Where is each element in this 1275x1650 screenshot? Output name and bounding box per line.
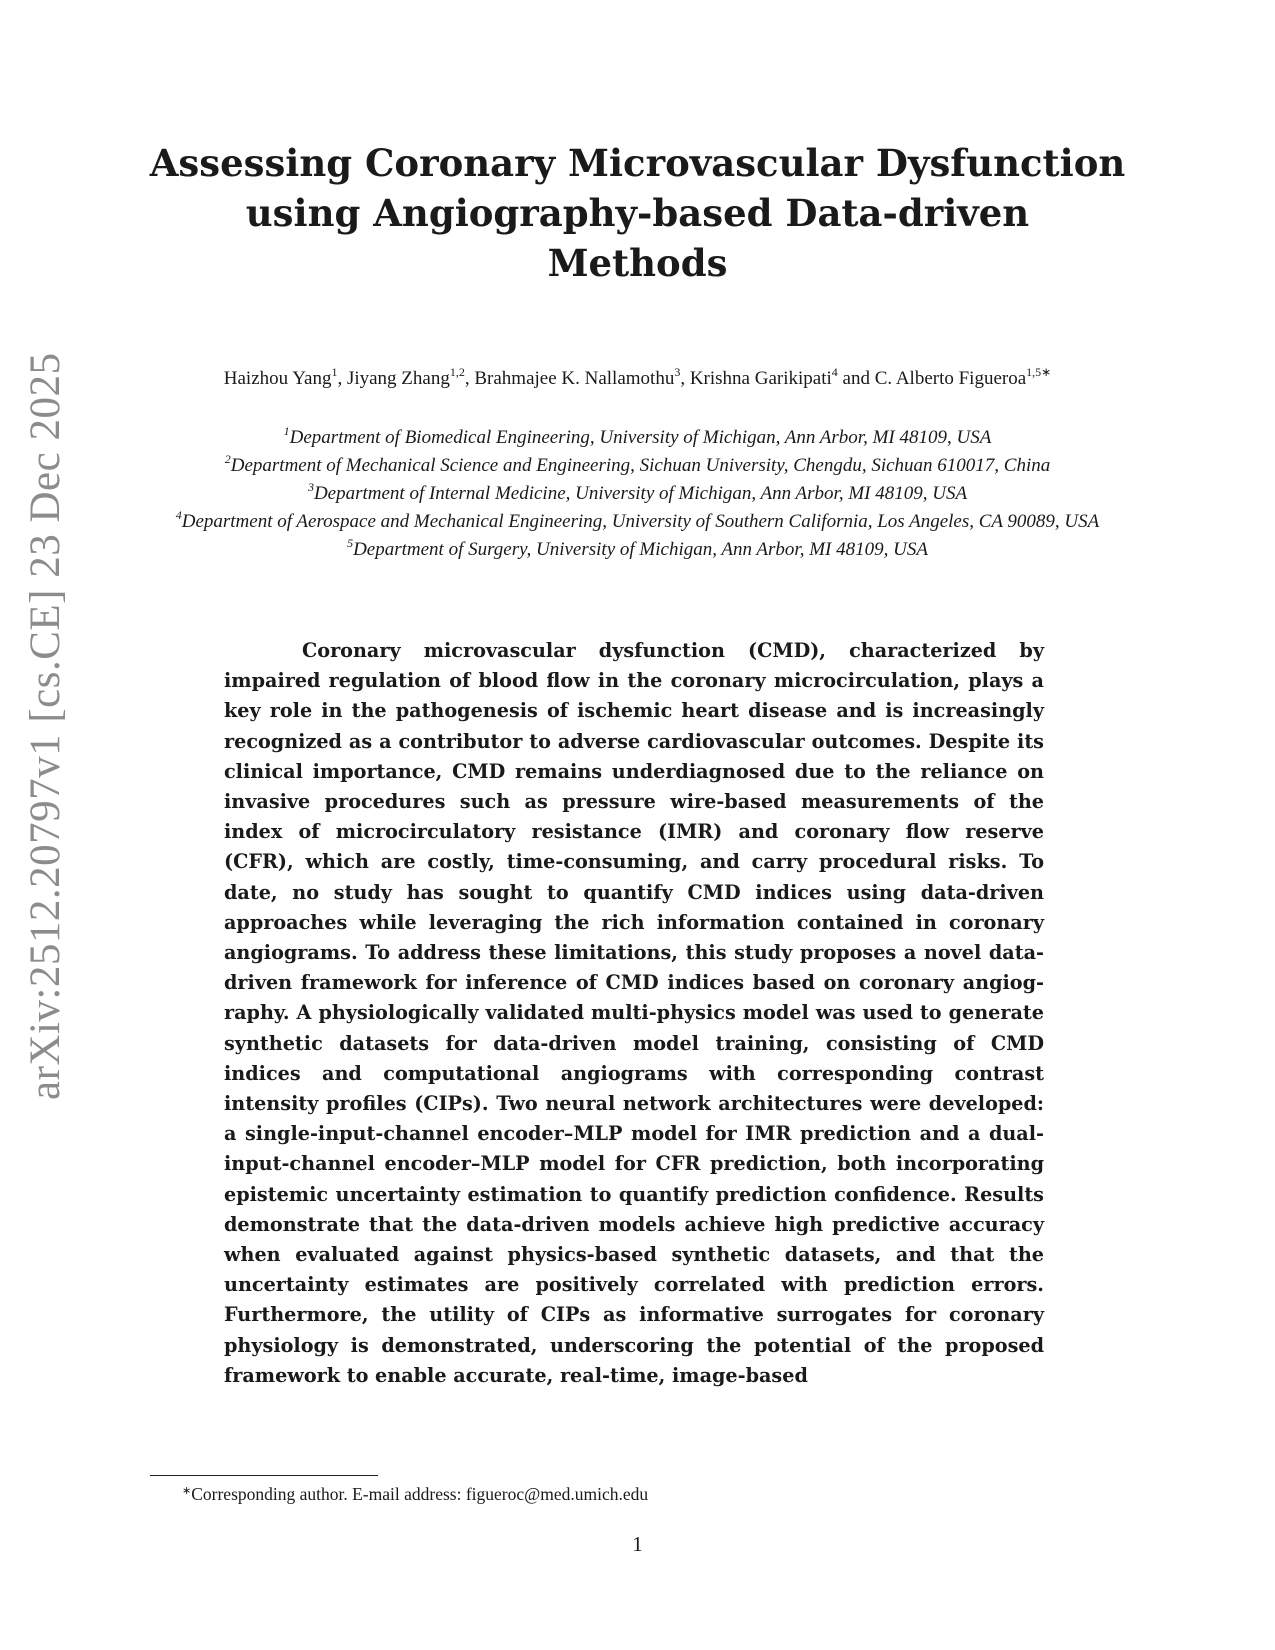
- footnote-marker: ∗: [182, 1485, 192, 1497]
- corresponding-author-footnote: [182, 1482, 648, 1506]
- affiliation-number: 1: [283, 424, 290, 438]
- affiliation-text: Department of Surgery, University of Michigan, Ann Arbor, MI 48109, USA: [353, 539, 928, 560]
- affiliation-text: Department of Aerospace and Mechanical Engineering, University of Southern California, Los Angeles, CA 90089, USA: [181, 511, 1100, 532]
- affiliation-text: Department of Biomedical Engineering, University of Michigan, Ann Arbor, MI 48109, USA: [289, 427, 992, 448]
- title-line-1: Assessing Coronary Microvascular Dysfunction: [149, 141, 1126, 185]
- footnote-text: Corresponding author. E-mail address: figueroc@med.umich.edu: [191, 1484, 649, 1504]
- author-affiliation-mark: 4: [831, 365, 838, 379]
- title-line-3: Methods: [547, 241, 728, 285]
- paper-title: [130, 138, 1145, 288]
- author-affiliation-mark: 1: [331, 365, 338, 379]
- author-name: Brahmajee K. Nallamothu: [474, 368, 675, 389]
- arxiv-identifier: arXiv:2512.20797v1 [cs.CE] 23 Dec 2025: [22, 352, 69, 1100]
- abstract-body: Coronary microvascular dysfunction (CMD), characterized by impaired regulation of blood flow in the coronary microcirculation, plays a key role in the pathogenesis of ischemic heart disease and is increasingly recognized as a contributor to adverse cardiovascular outcomes. Despite its clinical importance, CMD remains underdiagnosed due to the reliance on invasive procedures such as pressure wire-based measurements of the index of microcirculatory resistance (IMR) and coronary flow reserve (CFR), which are costly, time-consuming, and carry procedural risks. To date, no study has sought to quantify CMD indices using data-driven approaches while leveraging the rich information contained in coronary angiograms. To address these limitations, this study proposes a novel data-driven framework for inference of CMD indices based on coronary angiography. A physiologically validated multi-physics model was used to generate synthetic datasets for data-driven model training, consisting of CMD indices and computational angiograms with corresponding contrast intensity profiles (CIPs). Two neural network architectures were developed: a single-input-channel encoder–MLP model for IMR prediction and a dual-input-channel encoder–MLP model for CFR prediction, both incorporating epistemic uncertainty estimation to quantify prediction confidence. Results demonstrate that the data-driven models achieve high predictive accuracy when evaluated against physics-based synthetic datasets, and that the uncertainty estimates are positively correlated with prediction errors. Furthermore, the utility of CIPs as informative surrogates for coronary physiology is demonstrated, underscoring the potential of the proposed framework to enable accurate, real-time, image-based: [224, 639, 1044, 1387]
- affiliation-text: Department of Mechanical Science and Engineering, Sichuan University, Chengdu, Sichuan 610017, China: [230, 455, 1051, 476]
- author-name: Krishna Garikipati: [689, 368, 832, 389]
- affiliation: [130, 536, 1145, 564]
- author-separator: ,: [337, 368, 347, 389]
- author-list: [150, 366, 1125, 391]
- author-affiliation-mark: 1,2: [449, 365, 465, 379]
- affiliation-number: 3: [307, 480, 314, 494]
- affiliation-list: [130, 424, 1145, 564]
- title-line-2: using Angiography-based Data-driven: [245, 191, 1030, 235]
- footnote-divider: [150, 1475, 378, 1476]
- affiliation: [130, 480, 1145, 508]
- affiliation-number: 2: [224, 452, 231, 466]
- affiliation: [130, 452, 1145, 480]
- author-separator: ,: [464, 368, 475, 389]
- author-separator: ,: [680, 368, 690, 389]
- author-name: C. Alberto Figueroa: [874, 368, 1027, 389]
- affiliation-number: 4: [175, 508, 182, 522]
- page-number: 1: [632, 1532, 643, 1556]
- affiliation: [130, 508, 1145, 536]
- author-name: Haizhou Yang: [223, 368, 332, 389]
- affiliation-text: Department of Internal Medicine, University of Michigan, Ann Arbor, MI 48109, USA: [313, 483, 968, 504]
- author-affiliation-mark: 1,5∗: [1026, 365, 1052, 379]
- author-separator: and: [837, 368, 875, 389]
- affiliation-number: 5: [347, 536, 354, 550]
- author-affiliation-mark: 3: [674, 365, 681, 379]
- affiliation: [130, 424, 1145, 452]
- author-name: Jiyang Zhang: [346, 368, 450, 389]
